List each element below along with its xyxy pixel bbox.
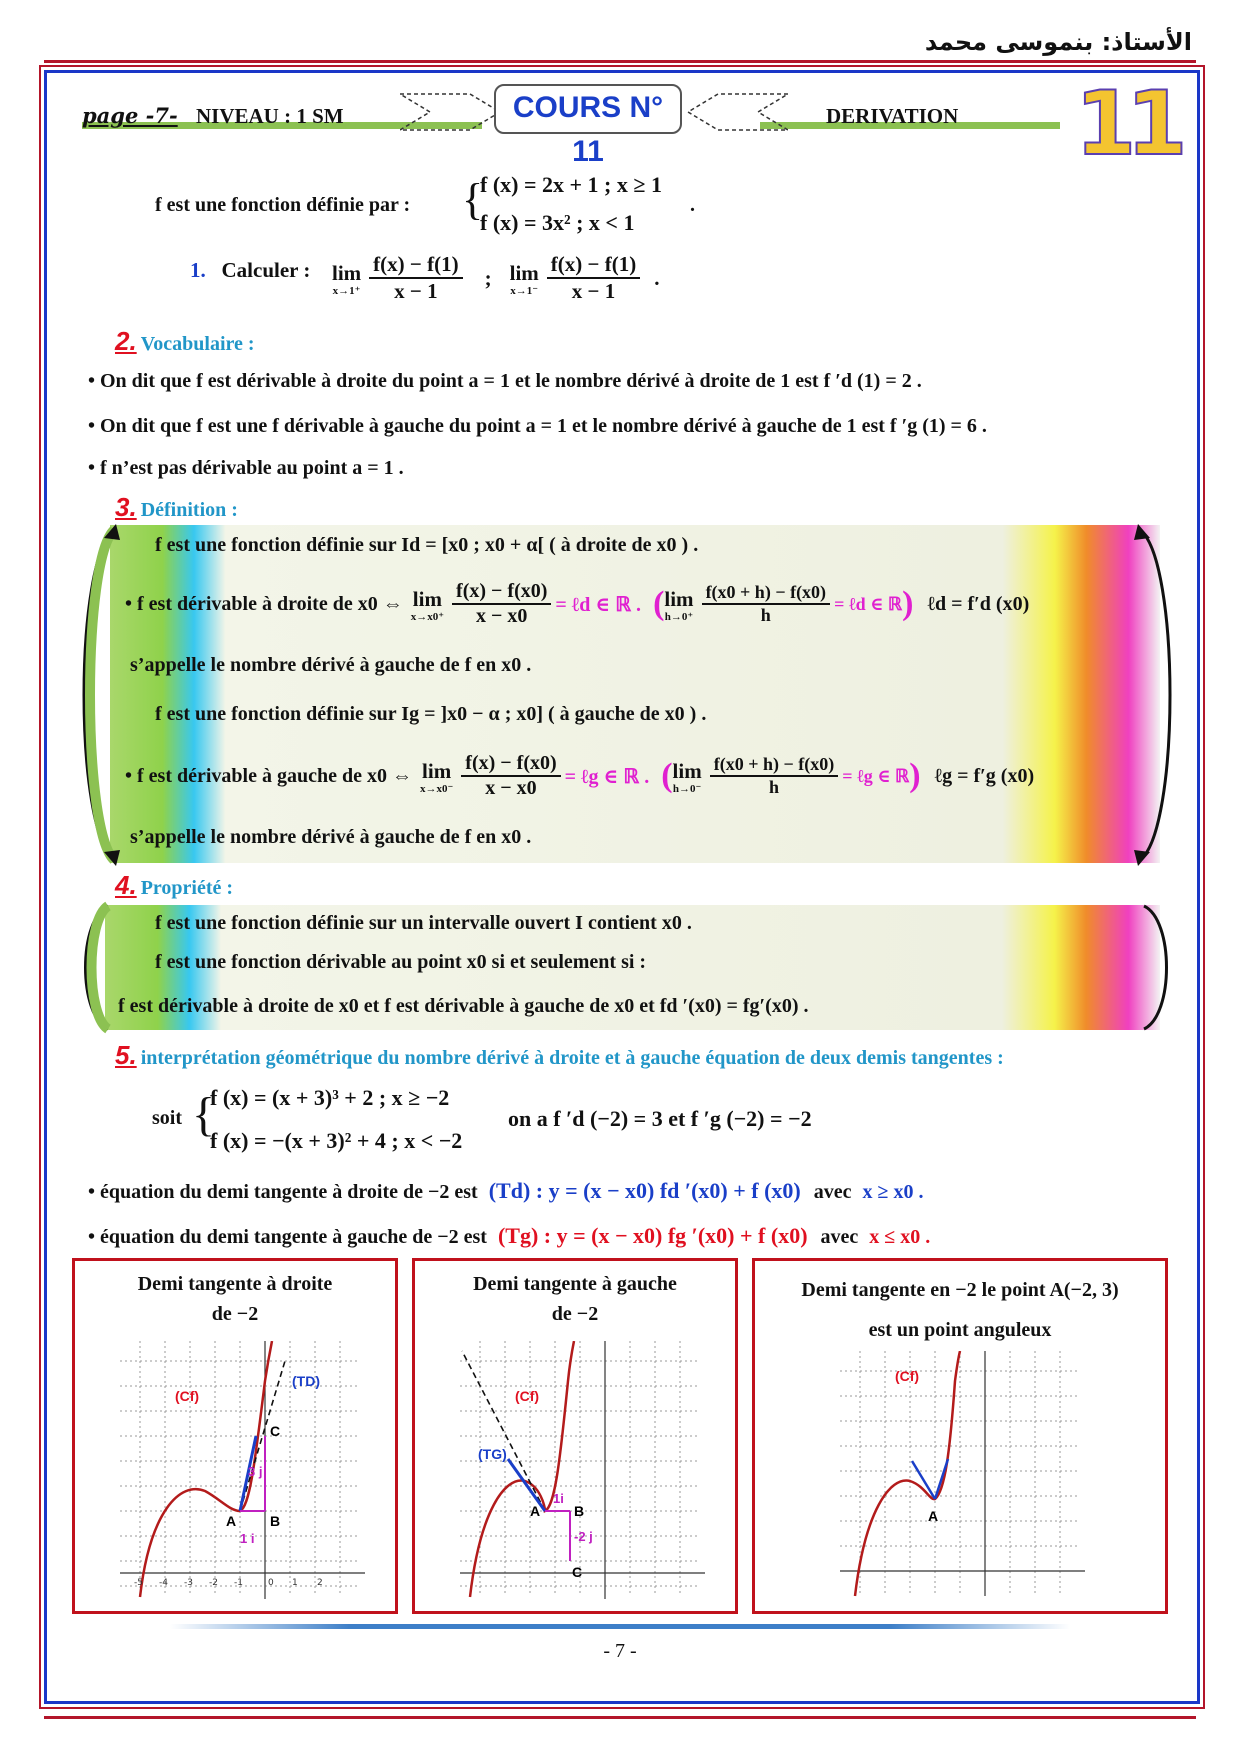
graph-right-tangent bbox=[120, 1341, 370, 1601]
panel-right-tangent bbox=[72, 1258, 398, 1614]
intro-case1: f (x) = 2x + 1 ; x ≥ 1 bbox=[480, 172, 662, 197]
denominator: h bbox=[760, 605, 771, 625]
panel-subtitle: est un point anguleux bbox=[868, 1319, 1052, 1341]
question-limits bbox=[332, 252, 659, 304]
x-tick: -4 bbox=[159, 1578, 168, 1588]
lim-word: lim bbox=[332, 260, 362, 285]
vector-i-label: 1 i bbox=[240, 1531, 255, 1546]
left-relation: ℓg = f′g (x0) bbox=[934, 764, 1035, 787]
def-line-5 bbox=[125, 752, 1034, 800]
section-number: 3. bbox=[115, 492, 137, 522]
limit-value: = ℓd ∈ ℝ . bbox=[555, 593, 642, 616]
niveau-label: NIVEAU : 1 SM bbox=[196, 104, 344, 128]
lim-h-right bbox=[664, 587, 693, 622]
definition-box bbox=[110, 525, 1160, 863]
section-4-heading bbox=[115, 870, 233, 901]
lim-word: lim bbox=[412, 586, 442, 611]
panel-title: Demi tangente à gauche bbox=[473, 1273, 677, 1295]
lim-sub: x→x0⁺ bbox=[410, 610, 445, 623]
curve-label: (Cf) bbox=[175, 1388, 200, 1404]
soit-label: soit bbox=[152, 1107, 182, 1129]
numerator: f(x0 + h) − f(x0) bbox=[702, 582, 831, 605]
bottom-rule bbox=[44, 1716, 1196, 1719]
lim-word: lim bbox=[664, 586, 694, 611]
numerator: f(x) − f(1) bbox=[369, 252, 462, 279]
tangent-label: (TG) bbox=[478, 1446, 507, 1462]
brace-icon: { bbox=[192, 1088, 216, 1141]
question-label: Calculer : bbox=[221, 258, 311, 282]
def-line-1: f est une fonction définie sur Id = [x0 ; x0 + α[ ( à droite de x0 ) . bbox=[155, 534, 699, 556]
top-rule bbox=[44, 60, 1196, 63]
point-a-label: A bbox=[928, 1508, 939, 1524]
vocab-bullet-1: • On dit que f est dérivable à droite du point a = 1 et le nombre dérivé à droite de 1 est f ′d (1) = 2 . bbox=[88, 370, 922, 392]
numerator: f(x) − f(x0) bbox=[461, 752, 560, 777]
denominator: x − x0 bbox=[476, 605, 528, 627]
panel-subtitle: de −2 bbox=[551, 1303, 599, 1325]
def-line-6: s’appelle le nombre dérivé à gauche de f en x0 . bbox=[130, 826, 532, 848]
eq-right-prefix: • équation du demi tangente à droite de −2 est bbox=[88, 1181, 478, 1203]
lim-sub: h→0⁺ bbox=[664, 610, 694, 623]
point-a-label: A bbox=[530, 1503, 541, 1519]
limit-value: = ℓg ∈ ℝ . bbox=[564, 765, 650, 788]
property-left-bracket-icon bbox=[64, 900, 114, 1035]
s5-case1: f (x) = (x + 3)³ + 2 ; x ≥ −2 bbox=[210, 1085, 450, 1110]
avec-label: avec bbox=[820, 1226, 859, 1248]
denominator: x − 1 bbox=[394, 279, 438, 303]
intro-case2: f (x) = 3x² ; x < 1 bbox=[480, 210, 635, 235]
eq-right-cond: x ≥ x0 . bbox=[862, 1181, 924, 1203]
point-b-label: B bbox=[270, 1513, 281, 1529]
s5-derivatives: on a f ′d (−2) = 3 et f ′g (−2) = −2 bbox=[508, 1106, 812, 1131]
lim-word: lim bbox=[509, 260, 539, 285]
numerator: f(x) − f(1) bbox=[547, 252, 640, 279]
x-tick: -5 bbox=[134, 1578, 143, 1588]
def-line-2 bbox=[125, 580, 1029, 628]
paren-close: ) bbox=[902, 585, 914, 622]
s5-case2: f (x) = −(x + 3)² + 4 ; x < −2 bbox=[210, 1128, 463, 1153]
curve-label: (Cf) bbox=[895, 1368, 920, 1384]
prop-line-2: f est une fonction dérivable au point x0 si et seulement si : bbox=[155, 951, 647, 973]
limit-2 bbox=[510, 261, 539, 296]
section-2-heading bbox=[115, 326, 255, 357]
graph-angular-point bbox=[840, 1351, 1090, 1601]
fraction-h bbox=[702, 582, 831, 626]
chapter-number: 11 bbox=[1075, 72, 1178, 175]
separator: ; bbox=[484, 265, 492, 290]
def-right-prefix: • f est dérivable à droite de x0 ⇔ bbox=[125, 592, 403, 615]
lim-sub: x→x0⁻ bbox=[419, 782, 454, 795]
numerator: f(x) − f(x0) bbox=[452, 580, 551, 605]
prop-line-3: f est dérivable à droite de x0 et f est dérivable à gauche de x0 et fd ′(x0) = fg′(x0) . bbox=[118, 995, 809, 1017]
property-right-bracket-icon bbox=[1138, 900, 1188, 1035]
eq-right-formula: (Td) : y = (x − x0) fd ′(x0) + f (x0) bbox=[488, 1178, 801, 1203]
author-name: الأستاذ: بنموسى محمد bbox=[924, 28, 1192, 56]
panel-angular-point bbox=[752, 1258, 1168, 1614]
section-title: Propriété : bbox=[140, 877, 234, 899]
section-title: Définition : bbox=[140, 499, 238, 521]
panel-subtitle: de −2 bbox=[211, 1303, 259, 1325]
def-line-4: f est une fonction définie sur Ig = ]x0 − α ; x0] ( à gauche de x0 ) . bbox=[155, 703, 707, 725]
section-number: 4. bbox=[115, 870, 137, 900]
section-5-heading bbox=[115, 1040, 1004, 1071]
x-tick: -1 bbox=[234, 1578, 243, 1588]
section-title: Vocabulaire : bbox=[140, 333, 255, 355]
intro-dot: . bbox=[690, 194, 695, 216]
paren-close: ) bbox=[909, 757, 921, 794]
numerator: f(x0 + h) − f(x0) bbox=[710, 754, 839, 777]
fraction bbox=[461, 752, 560, 800]
vector-j-label: 3 j bbox=[248, 1464, 263, 1479]
denominator: x − x0 bbox=[485, 777, 537, 799]
section-number: 2. bbox=[115, 326, 137, 356]
page-label: page -7- bbox=[82, 103, 178, 128]
vector-i-label: 1i bbox=[553, 1491, 564, 1506]
point-b-label: B bbox=[574, 1503, 585, 1519]
tangent-label: (TD) bbox=[292, 1373, 320, 1389]
question-1 bbox=[190, 258, 310, 283]
fraction-h bbox=[710, 754, 839, 798]
chapter-title: DERIVATION bbox=[826, 104, 959, 128]
eq-left-cond: x ≤ x0 . bbox=[869, 1226, 931, 1248]
section-3-heading bbox=[115, 492, 238, 523]
right-bracket-icon bbox=[1130, 520, 1190, 870]
vector-j-label: -2 j bbox=[574, 1529, 593, 1544]
lim-word: lim bbox=[422, 758, 452, 783]
fraction bbox=[452, 580, 551, 628]
eq-left-prefix: • équation du demi tangente à gauche de −2 est bbox=[88, 1226, 487, 1248]
point-c-label: C bbox=[572, 1564, 583, 1580]
limit-value-h: = ℓd ∈ ℝ bbox=[834, 593, 903, 614]
end-dot: . bbox=[654, 265, 660, 290]
lim-sub: x→1⁺ bbox=[332, 284, 361, 297]
panel-title: Demi tangente à droite bbox=[137, 1273, 333, 1295]
eq-right bbox=[88, 1178, 923, 1204]
eq-left bbox=[88, 1223, 930, 1249]
limit-value-h: = ℓg ∈ ℝ bbox=[842, 765, 910, 786]
lim-sub: h→0⁻ bbox=[672, 782, 702, 795]
point-c-label: C bbox=[270, 1423, 281, 1439]
question-number: 1. bbox=[190, 258, 206, 282]
lim-word: lim bbox=[672, 758, 702, 783]
lim-sub: x→1⁻ bbox=[510, 284, 539, 297]
cours-badge: COURS N° 11 bbox=[494, 84, 682, 134]
def-left-prefix: • f est dérivable à gauche de x0 ⇔ bbox=[125, 764, 412, 787]
denominator: x − 1 bbox=[571, 279, 616, 303]
left-bracket-icon bbox=[64, 520, 124, 870]
lim-right bbox=[411, 587, 444, 622]
eq-left-formula: (Tg) : y = (x − x0) fg ′(x0) + f (x0) bbox=[497, 1223, 808, 1248]
section-number: 5. bbox=[115, 1040, 137, 1070]
lim-h-left bbox=[673, 759, 702, 794]
limit-1 bbox=[332, 261, 361, 296]
panel-title: Demi tangente en −2 le point A(−2, 3) bbox=[801, 1279, 1119, 1301]
fraction-1 bbox=[369, 252, 462, 304]
x-tick: 1 bbox=[292, 1578, 298, 1588]
graph-left-tangent bbox=[460, 1341, 710, 1601]
header-arrow-right bbox=[678, 92, 788, 132]
intro-def: f est une fonction définie par : bbox=[155, 194, 411, 216]
right-relation: ℓd = f′d (x0) bbox=[927, 592, 1030, 615]
x-tick: 2 bbox=[317, 1578, 323, 1588]
paren-open: ( bbox=[653, 585, 665, 622]
paren-open: ( bbox=[661, 757, 673, 794]
x-tick: -2 bbox=[209, 1578, 218, 1588]
vocab-bullet-3: • f n’est pas dérivable au point a = 1 . bbox=[88, 457, 404, 479]
brace-icon: { bbox=[462, 175, 484, 224]
fraction-2 bbox=[547, 252, 640, 304]
lim-left bbox=[420, 759, 453, 794]
curve-label: (Cf) bbox=[515, 1388, 540, 1404]
denominator: h bbox=[768, 777, 779, 797]
footer-page-number: - 7 - bbox=[603, 1640, 637, 1662]
x-tick: 0 bbox=[268, 1578, 274, 1588]
x-tick: -3 bbox=[184, 1578, 193, 1588]
prop-line-1: f est une fonction définie sur un intervalle ouvert I contient x0 . bbox=[155, 912, 692, 934]
point-a-label: A bbox=[226, 1513, 237, 1529]
section-title: interprétation géométrique du nombre dérivé à droite et à gauche équation de deux demis tangentes : bbox=[140, 1047, 1004, 1069]
panel-left-tangent bbox=[412, 1258, 738, 1614]
avec-label: avec bbox=[813, 1181, 852, 1203]
vocab-bullet-2: • On dit que f est une f dérivable à gauche du point a = 1 et le nombre dérivé à gauche de 1 est f ′g (1) = 6 . bbox=[88, 415, 987, 437]
footer-line bbox=[170, 1624, 1070, 1629]
def-line-3: s’appelle le nombre dérivé à gauche de f en x0 . bbox=[130, 654, 532, 676]
